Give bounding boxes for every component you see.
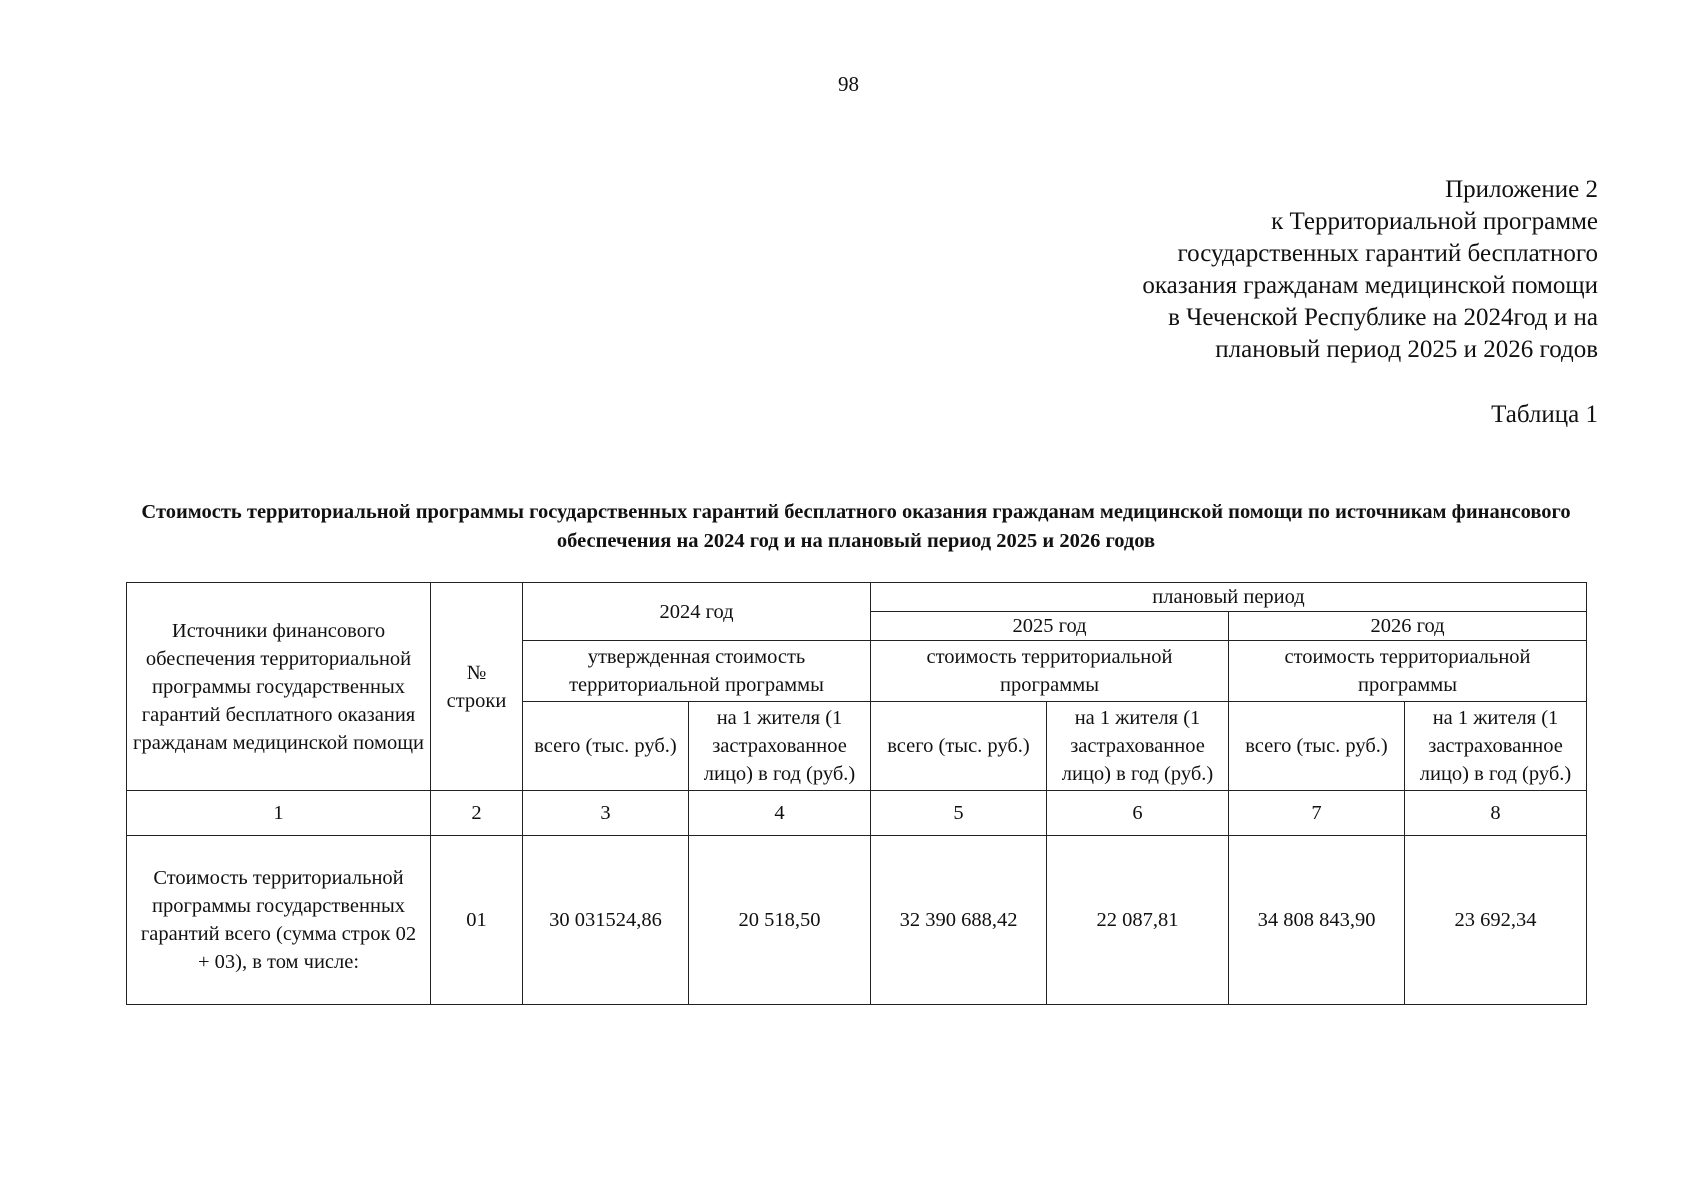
header-total-2026: всего (тыс. руб.) (1229, 702, 1405, 791)
cell-per-capita-2025: 22 087,81 (1047, 836, 1229, 1005)
cost-table (126, 582, 1587, 1005)
appendix-line: государственных гарантий бесплатного (1177, 240, 1598, 267)
header-year-2025: 2025 год (871, 612, 1229, 641)
column-number: 4 (689, 791, 871, 836)
appendix-line: Приложение 2 (1445, 176, 1598, 203)
row-label: Стоимость территориальной программы государственных гарантий всего (сумма строк 02 + 03), в том числе: (127, 836, 431, 1005)
column-number: 2 (431, 791, 523, 836)
header-year-2026: 2026 год (1229, 612, 1587, 641)
header-row-number: № строки (431, 583, 523, 791)
header-cost-2025: стоимость территориальной программы (871, 641, 1229, 702)
header-total-2025: всего (тыс. руб.) (871, 702, 1047, 791)
header-year-2024: 2024 год (523, 583, 871, 641)
column-number: 6 (1047, 791, 1229, 836)
appendix-line: плановый период 2025 и 2026 годов (1215, 336, 1598, 363)
header-per-capita-2026: на 1 жителя (1 застрахованное лицо) в год (руб.) (1405, 702, 1587, 791)
cell-per-capita-2024: 20 518,50 (689, 836, 871, 1005)
cell-total-2025: 32 390 688,42 (871, 836, 1047, 1005)
header-cost-2026: стоимость территориальной программы (1229, 641, 1587, 702)
cell-total-2024: 30 031524,86 (523, 836, 689, 1005)
header-approved-cost: утвержденная стоимость территориальной программы (523, 641, 871, 702)
column-number: 1 (127, 791, 431, 836)
column-number: 7 (1229, 791, 1405, 836)
column-number: 8 (1405, 791, 1587, 836)
row-number: 01 (431, 836, 523, 1005)
column-numbers-row (127, 791, 1587, 836)
header-row (127, 583, 1587, 612)
cell-per-capita-2026: 23 692,34 (1405, 836, 1587, 1005)
table-row (127, 836, 1587, 1005)
column-number: 3 (523, 791, 689, 836)
page-number: 98 (838, 72, 859, 96)
appendix-line: оказания гражданам медицинской помощи (1142, 272, 1598, 299)
table-label: Таблица 1 (1491, 401, 1598, 428)
appendix-line: к Территориальной программе (1271, 208, 1598, 235)
header-sources: Источники финансового обеспечения территориальной программы государственных гарантий бесплатного оказания гражданам медицинской помощи (127, 583, 431, 791)
header-total-2024: всего (тыс. руб.) (523, 702, 689, 791)
column-number: 5 (871, 791, 1047, 836)
document-title: Стоимость территориальной программы государственных гарантий бесплатного оказания гражданам медицинской помощи по источникам финансового обеспечения на 2024 год и на плановый период 2025 и 2026 годов (141, 501, 1571, 552)
cell-total-2026: 34 808 843,90 (1229, 836, 1405, 1005)
header-planned-period: плановый период (871, 583, 1587, 612)
header-per-capita-2025: на 1 жителя (1 застрахованное лицо) в год (руб.) (1047, 702, 1229, 791)
appendix-block (898, 174, 1598, 366)
header-per-capita-2024: на 1 жителя (1 застрахованное лицо) в год (руб.) (689, 702, 871, 791)
appendix-line: в Чеченской Республике на 2024год и на (1168, 304, 1598, 331)
